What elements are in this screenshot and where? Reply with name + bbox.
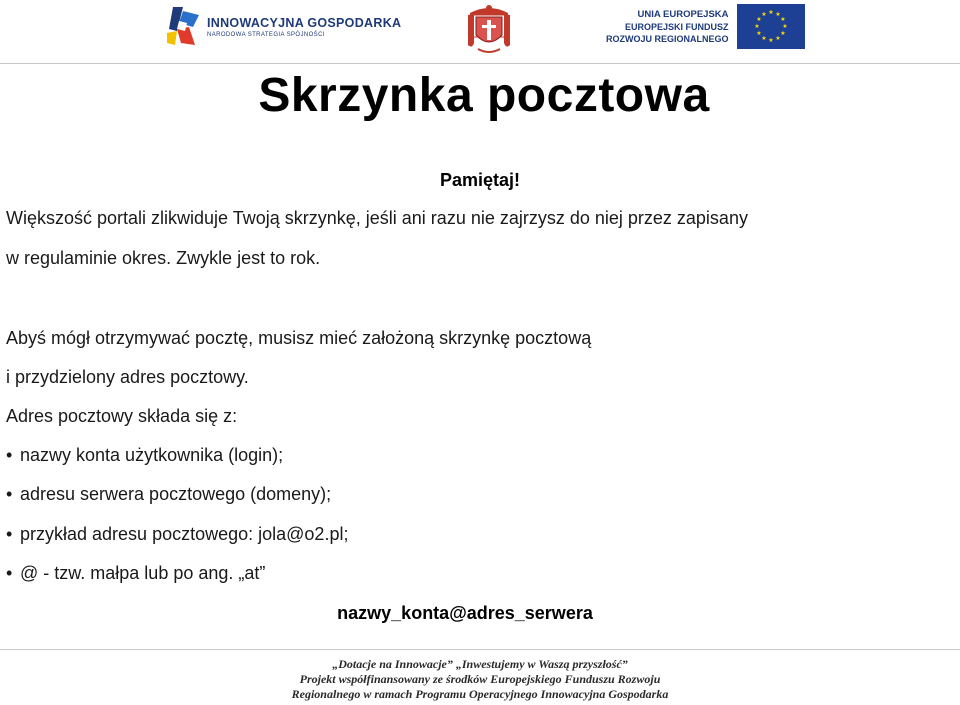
- list-item: [6, 445, 348, 465]
- list-item-text: @ - tzw. małpa lub po ang. „at”: [20, 562, 266, 583]
- eu-logo: [606, 3, 805, 49]
- paragraph-1: Większość portali zlikwiduje Twoją skrzynkę, jeśli ani razu nie zajrzysz do niej przez zapisany: [6, 208, 748, 228]
- header-logos: [0, 0, 960, 60]
- eu-text-block: [606, 9, 729, 44]
- paragraph-2: w regulaminie okres. Zwykle jest to rok.: [6, 248, 321, 268]
- list-item: [6, 484, 348, 504]
- svg-text:★: ★: [767, 8, 774, 16]
- header-divider: [0, 63, 960, 64]
- svg-text:★: ★: [774, 34, 781, 42]
- ig-text-block: [207, 16, 401, 38]
- svg-text:★: ★: [767, 36, 774, 44]
- footer-line-1: „Dotacje na Innowacje” „Inwestujemy w Waszą przyszłość”: [332, 657, 628, 671]
- paragraph-3: Abyś mógł otrzymywać pocztę, musisz mieć założoną skrzynkę pocztową: [6, 328, 592, 348]
- svg-text:★: ★: [774, 10, 781, 18]
- list-item-text: przykład adresu pocztowego: jola@o2.pl;: [20, 523, 349, 544]
- list-item-text: nazwy konta użytkownika (login);: [20, 445, 284, 465]
- footer-line-3: Regionalnego w ramach Programu Operacyjnego Innowacyjna Gospodarka: [291, 687, 669, 701]
- eu-line-2: EUROPEJSKI FUNDUSZ: [625, 21, 729, 32]
- bullet-icon: •: [6, 562, 13, 583]
- list-item: [6, 524, 348, 544]
- ig-subtitle: NARODOWA STRATEGIA SPÓJNOŚCI: [207, 32, 325, 38]
- eu-line-3: ROZWOJU REGIONALNEGO: [606, 33, 729, 44]
- svg-text:★: ★: [781, 22, 788, 30]
- eu-line-1: UNIA EUROPEJSKA: [637, 8, 729, 20]
- paragraph-5: Adres pocztowy składa się z:: [6, 406, 238, 426]
- address-pattern: nazwy_konta@adres_serwera: [337, 603, 593, 623]
- svg-text:★: ★: [755, 29, 762, 37]
- paragraph-4: i przydzielony adres pocztowy.: [6, 367, 249, 387]
- bullet-icon: •: [6, 445, 13, 465]
- address-parts-list: [6, 445, 348, 602]
- remember-heading: Pamiętaj!: [439, 170, 521, 190]
- innowacyjna-gospodarka-logo: [167, 5, 401, 49]
- svg-text:★: ★: [753, 22, 760, 30]
- svg-text:★: ★: [760, 34, 767, 42]
- list-item-text: adresu serwera pocztowego (domeny);: [20, 484, 332, 505]
- ig-title: INNOWACYJNA GOSPODARKA: [207, 16, 402, 30]
- page-title: Skrzynka pocztowa: [258, 69, 710, 122]
- svg-text:★: ★: [760, 10, 767, 18]
- bullet-icon: •: [6, 484, 13, 505]
- footer-line-2: Projekt współfinansowany ze środków Europejskiego Funduszu Rozwoju: [299, 672, 661, 686]
- ig-star-icon: [167, 7, 201, 47]
- svg-text:★: ★: [755, 15, 762, 23]
- list-item: [6, 563, 348, 583]
- svg-text:★: ★: [779, 29, 786, 37]
- coat-of-arms-icon: [464, 3, 514, 55]
- eu-flag-icon: [737, 4, 805, 49]
- bullet-icon: •: [6, 523, 13, 544]
- svg-text:★: ★: [779, 15, 786, 23]
- footer-note: [0, 657, 960, 702]
- footer-divider: [0, 649, 960, 650]
